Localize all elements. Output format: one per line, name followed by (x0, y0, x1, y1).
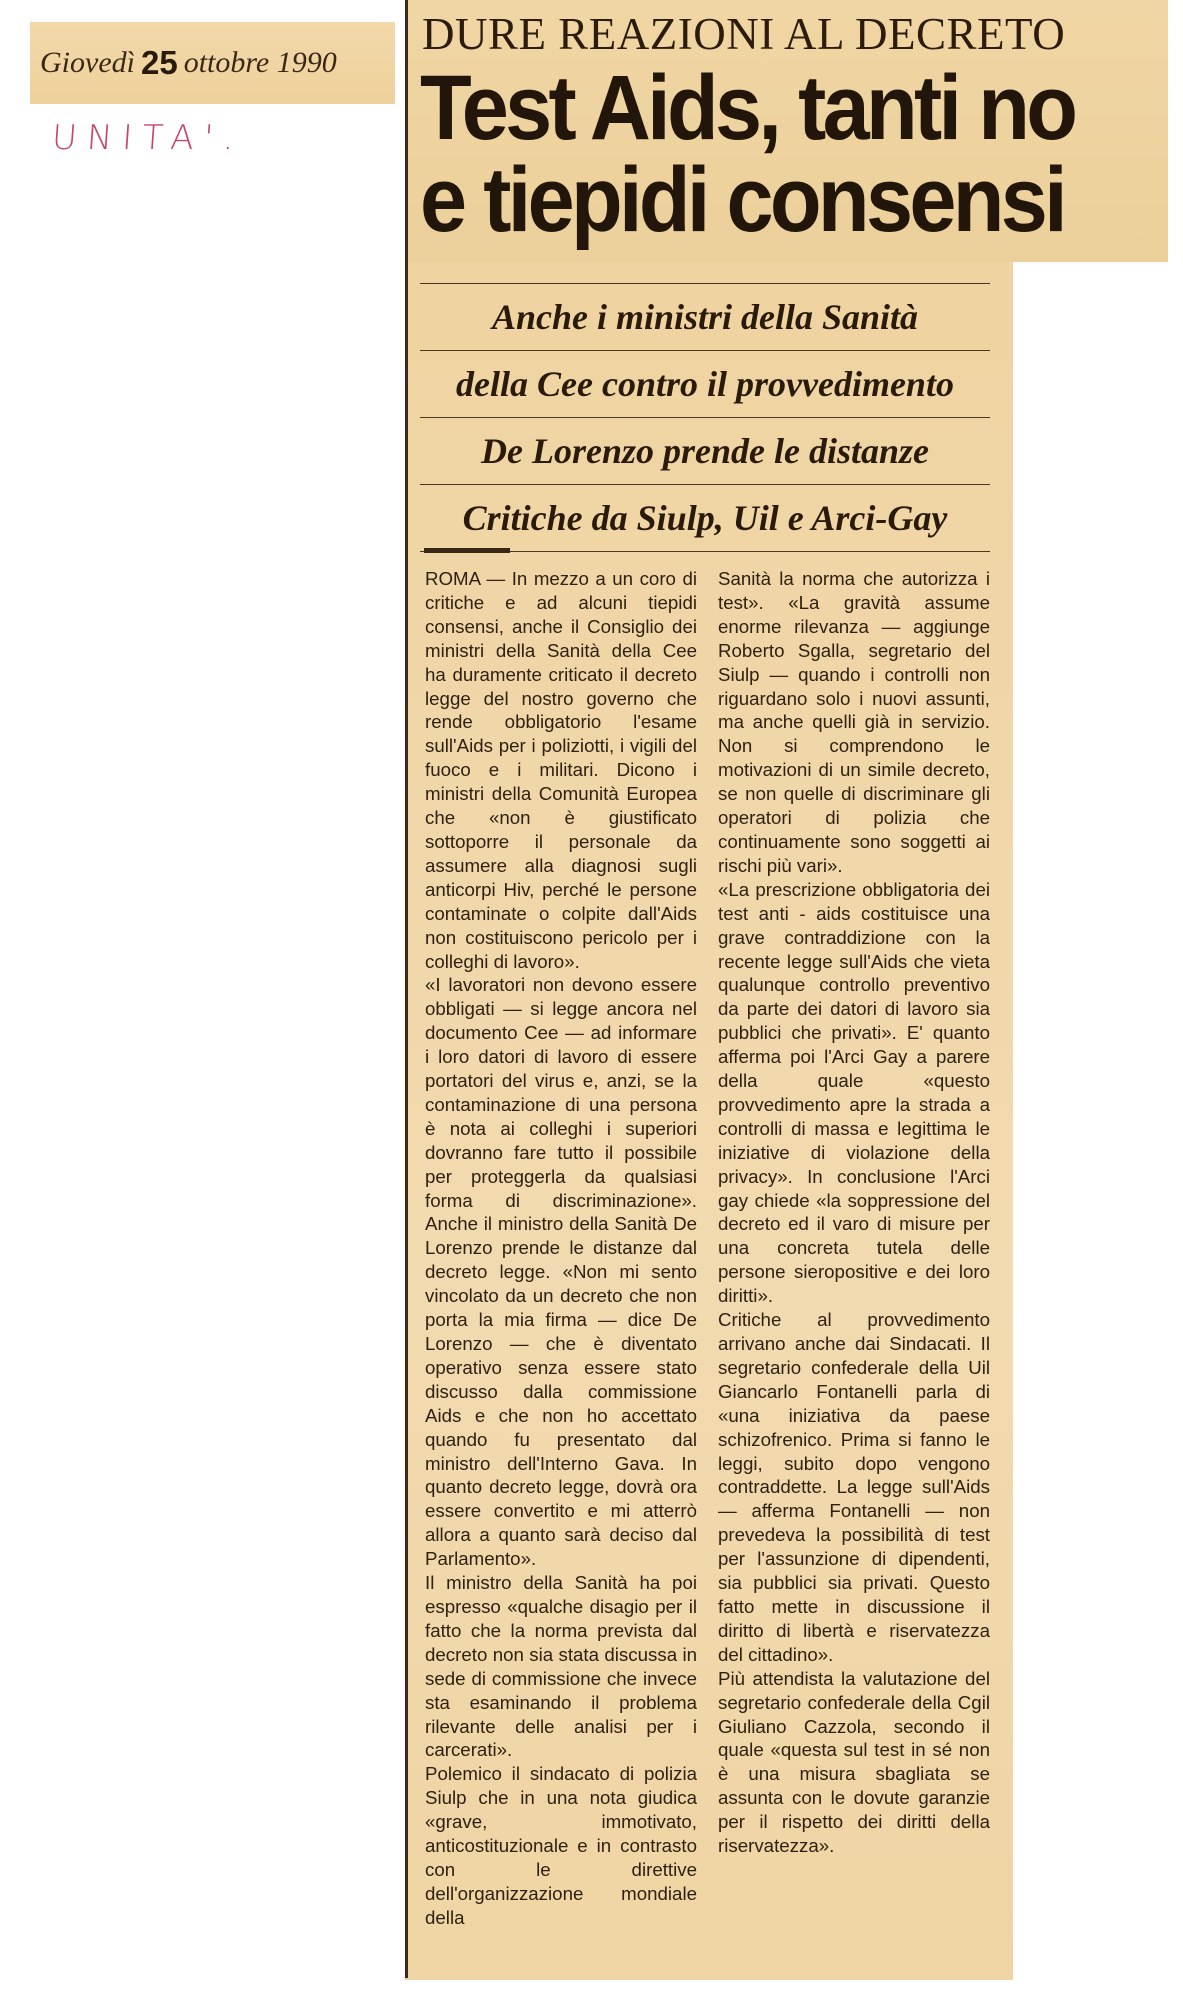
paragraph: ROMA — In mezzo a un coro di critiche e ad alcuni tiepidi consensi, anche il Consiglio dei ministri della Sanità della Cee ha duramente criticato il decreto legge del nostro governo che rende obbligatorio l'esame sull'Aids per i poliziotti, i vigili del fuoco e i militari. Dicono i ministri della Comunità Europea che «non è giustificato sottoporre il personale da assumere alla diagnosi sugli anticorpi Hiv, perché le persone contaminate o colpite dall'Aids non costituiscono pericolo per i colleghi di lavoro». (425, 568, 697, 972)
paragraph: Sanità la norma che autorizza i test». «La gravità assume enorme rilevanza — aggiunge Roberto Sgalla, segretario del Siulp — quando i controlli non riguardano solo i nuovi assunti, ma anche quelli già in servizio. Non si comprendono le motivazioni di un simile decreto, se non quelle di discriminare gli operatori di polizia che continuamente sono soggetti ai rischi più vari». (718, 568, 990, 876)
subhead-1: Anche i ministri della Sanità (420, 283, 990, 350)
headline-line-1: Test Aids, tanti no (420, 57, 1075, 159)
article-column-2 (718, 567, 990, 1967)
date-clipping (30, 22, 395, 104)
article-kicker: DURE REAZIONI AL DECRETO (422, 9, 1066, 59)
date-day: 25 (140, 44, 178, 81)
article-subheads (420, 283, 990, 552)
subhead-3: De Lorenzo prende le distanze (420, 417, 990, 484)
date-weekday: Giovedì (40, 46, 135, 79)
paragraph: «La prescrizione obbligatoria dei test anti - aids costituisce una grave contraddizione con la recente legge sull'Aids che vieta qualunque controllo preventivo da parte dei datori di lavoro sia pubblici che privati». E' quanto afferma poi l'Arci Gay a parere della quale «questo provvedimento apre la strada a controlli di massa e legittima le iniziative di violazione della privacy». In conclusione l'Arci gay chiede «la soppressione del decreto ed il varo di misure per una concreta tutela delle persone sieropositive e dei loro diritti». (718, 878, 990, 1307)
date-month-year: ottobre 1990 (183, 46, 337, 79)
paragraph: Più attendista la valutazione del segretario confederale della Cgil Giuliano Cazzola, secondo il quale «questa sul test in sé non è una misura sbagliata se assunta con le dovute garanzie per il rispetto dei diritti della riservatezza». (718, 1667, 990, 1857)
paragraph: Il ministro della Sanità ha poi espresso «qualche disagio per il fatto che la norma prevista dal decreto non sia stata discussa in sede di commissione che invece sta esaminando il problema rilevante delle analisi per i carcerati». (425, 1572, 697, 1761)
headline-line-2: e tiepidi consensi (420, 149, 1064, 251)
handwritten-source-note: UNITA'. (50, 118, 246, 158)
paragraph: Polemico il sindacato di polizia Siulp che in una nota giudica «grave, immotivato, anticostituzionale e in contrasto con le direttive dell'organizzazione mondiale della (425, 1763, 697, 1928)
subhead-4: Critiche da Siulp, Uil e Arci-Gay (420, 484, 990, 552)
column-rule (405, 0, 408, 1978)
paragraph: «I lavoratori non devono essere obbligati — si legge ancora nel documento Cee — ad informare i loro datori di lavoro di essere portatori del virus e, anzi, se la contaminazione di una persona è nota ai colleghi i superiori dovranno fare tutto il possibile per proteggerla da qualsiasi forma di discriminazione». Anche il ministro della Sanità De Lorenzo prende le distanze dal decreto legge. «Non mi sento vincolato da un decreto che non porta la mia firma — dice De Lorenzo — che è diventato operativo senza essere stato discusso dalla commissione Aids e che non ho accettato quando fu presentato dal ministro dell'Interno Gava. In quanto decreto legge, dovrà ora essere convertito e mi atterrò allora a quanto sarà deciso dal Parlamento». (425, 974, 697, 1570)
subhead-2: della Cee contro il provvedimento (420, 350, 990, 417)
article-column-1 (425, 567, 697, 1967)
section-divider-bar (424, 548, 510, 553)
article-headline (420, 57, 1119, 251)
paragraph: Critiche al provvedimento arrivano anche dai Sindacati. Il segretario confederale della Uil Giancarlo Fontanelli parla di «una iniziativa da paese schizofrenico. Prima si fanno le leggi, subito dopo vengono contraddette. La legge sull'Aids — afferma Fontanelli — non prevedeva la possibilità di test per l'assunzione di dipendenti, sia pubblici sia privati. Questo fatto mette in discussione il diritto di libertà e riservatezza del cittadino». (718, 1309, 990, 1665)
